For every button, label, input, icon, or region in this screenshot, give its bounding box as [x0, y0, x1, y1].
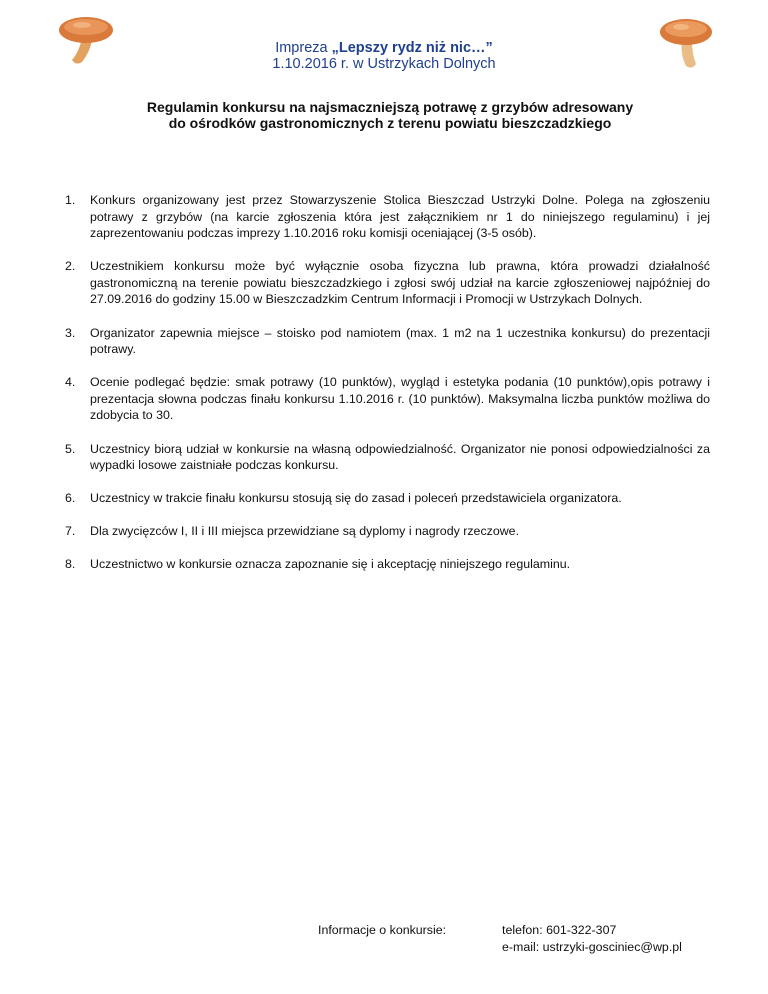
rule-item-3 [65, 325, 710, 358]
event-name: „Lepszy rydz niż nic…” [331, 40, 493, 56]
rule-text: Organizator zapewnia miejsce – stoisko pod namiotem (max. 1 m2 na 1 uczestnika konkursu) do prezentacji potrawy. [90, 325, 710, 357]
rule-number: 3. [65, 325, 76, 340]
rule-item-6 [65, 490, 710, 507]
rules-list [65, 192, 710, 590]
contact-info [502, 922, 682, 955]
rule-number: 6. [65, 491, 76, 506]
rule-item-1 [65, 192, 710, 242]
rule-text: Ocenie podlegać będzie: smak potrawy (10 punktów), wygląd i estetyka podania (10 punktów),opis potrawy i prezentacja słowna podczas finału konkursu 1.10.2016 r. (10 punktów). Maksymalna liczba punktów możliwa do zdobycia to 30. [90, 375, 710, 423]
contact-email: e-mail: ustrzyki-gosciniec@wp.pl [502, 939, 682, 954]
contact-phone: telefon: 601-322-307 [502, 923, 617, 937]
rule-number: 4. [65, 375, 76, 390]
rule-number: 8. [65, 557, 76, 572]
rule-item-2 [65, 258, 710, 308]
rule-text: Uczestnicy biorą udział w konkursie na własną odpowiedzialność. Organizator nie ponosi odpowiedzialności za wypadki losowe zaistniałe podczas konkursu. [90, 441, 710, 473]
rule-text: Konkurs organizowany jest przez Stowarzyszenie Stolica Bieszczad Ustrzyki Dolne. Polega na zgłoszeniu potrawy z grzybów (na karcie zgłoszenia która jest załącznikiem nr 1 do niniejszego regulaminu) i jej zaprezentowaniu podczas imprezy 1.10.2016 roku komisji oceniającej (3-5 osób). [90, 193, 710, 241]
document-title-line-1: Regulamin konkursu na najsmaczniejszą potrawę z grzybów adresowany [146, 99, 634, 115]
rule-item-5 [65, 441, 710, 474]
rule-text: Dla zwycięzców I, II i III miejsca przewidziane są dyplomy i nagrody rzeczowe. [90, 524, 520, 539]
event-header [0, 40, 768, 72]
rule-number: 7. [65, 524, 76, 539]
rule-number: 2. [65, 259, 76, 274]
rule-number: 5. [65, 441, 76, 456]
rule-text: Uczestnicy w trakcie finału konkursu stosują się do zasad i poleceń przedstawiciela organizatora. [90, 491, 622, 506]
event-prefix: Impreza [275, 40, 332, 56]
event-title-line [0, 40, 768, 56]
document-title [60, 100, 720, 131]
rule-item-4 [65, 374, 710, 424]
rule-text: Uczestnictwo w konkursie oznacza zapoznanie się i akceptację niniejszego regulaminu. [90, 557, 571, 572]
rule-number: 1. [65, 193, 76, 207]
event-date-place: 1.10.2016 r. w Ustrzykach Dolnych [272, 56, 496, 72]
rule-item-7 [65, 523, 710, 540]
rule-item-8 [65, 556, 710, 573]
document-title-line-2: do ośrodków gastronomicznych z terenu powiatu bieszczadzkiego [168, 114, 612, 131]
rule-text: Uczestnikiem konkursu może być wyłącznie osoba fizyczna lub prawna, która prowadzi działalność gastronomiczną na terenie powiatu bieszczadzkiego i zgłosi swój udział na karcie zgłoszeniowej najpóźniej do 27.09.2016 do godziny 15.00 w Bieszczadzkim Centrum Informacji i Promocji w Ustrzykach Dolnych. [90, 259, 710, 307]
contest-info-label: Informacje o konkursie: [318, 923, 447, 937]
